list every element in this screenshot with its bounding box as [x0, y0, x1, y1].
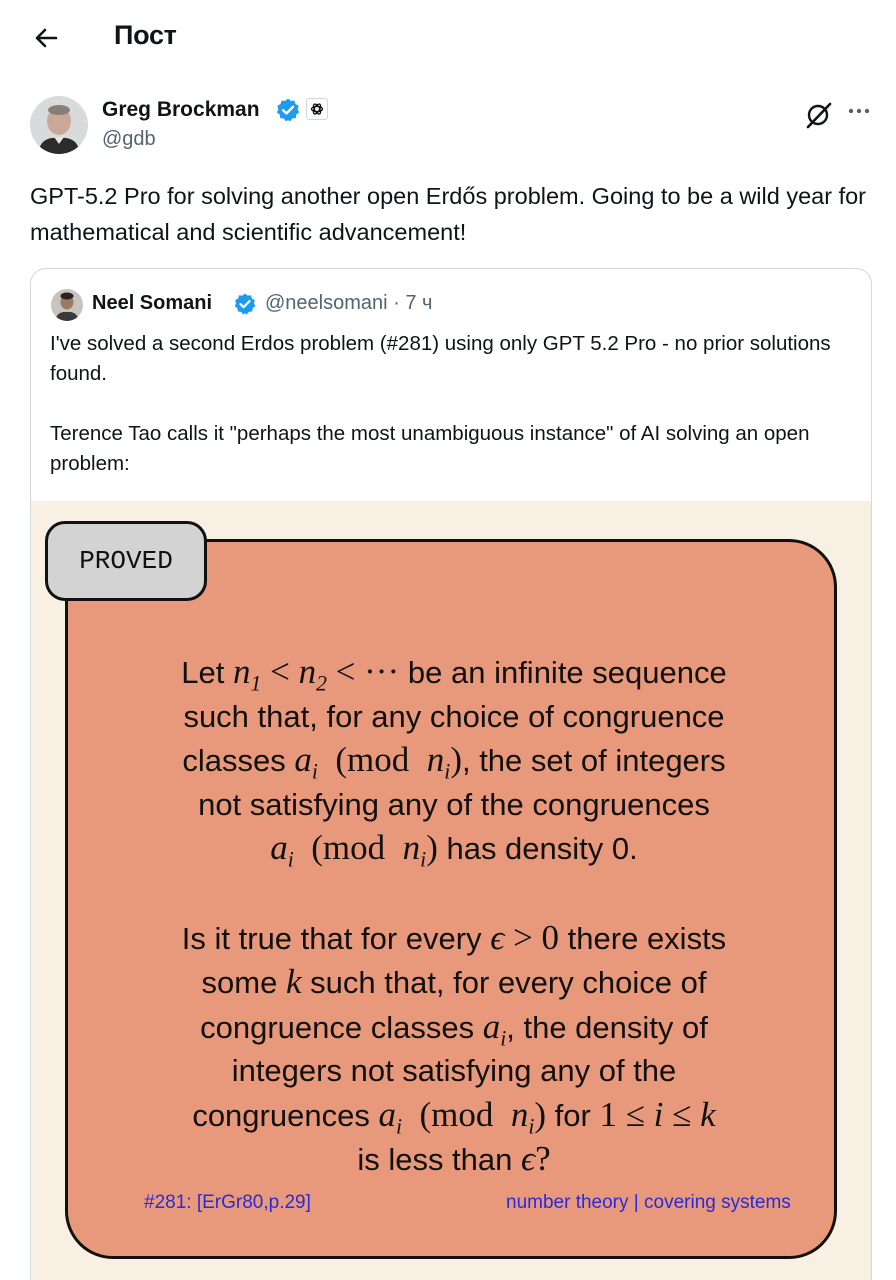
text-such: such that, for every choice of	[301, 965, 707, 1000]
text-exists: there exists	[559, 920, 727, 956]
openai-logo-icon[interactable]	[306, 98, 328, 120]
problem-card	[65, 539, 837, 1259]
quoted-post[interactable]	[30, 268, 872, 1280]
verified-badge-icon[interactable]	[233, 292, 257, 316]
text-seq: be an infinite sequence	[407, 655, 727, 690]
tag-number-theory-link[interactable]: number theory	[506, 1192, 629, 1213]
quote-author-name[interactable]: Neel Somani	[92, 292, 213, 314]
quote-text	[50, 329, 850, 479]
quote-text-paragraph: I've solved a second Erdos problem (#281) using only GPT 5.2 Pro - no prior solutions found.	[50, 332, 831, 385]
more-horizontal-icon[interactable]	[844, 96, 874, 126]
text-set: , the set of integers	[461, 743, 726, 778]
tag-covering-systems-link[interactable]: covering systems	[644, 1192, 791, 1213]
post-author-row	[30, 96, 870, 156]
page-title: Пост	[114, 20, 177, 50]
text-line4b: integers not satisfying any of the	[231, 1053, 677, 1088]
math-ai: $a_i$	[294, 740, 318, 784]
text-line2: such that, for any choice of congruence	[183, 698, 725, 734]
text-density: has density 0.	[437, 831, 638, 866]
quote-avatar[interactable]	[51, 289, 83, 321]
quote-handle[interactable]: @neelsomani	[265, 292, 388, 314]
verified-badge-icon[interactable]	[275, 97, 301, 123]
avatar-image	[30, 96, 88, 154]
text-is-true: Is it true that for every	[181, 920, 491, 956]
top-bar	[0, 0, 896, 78]
text-let: Let	[181, 655, 233, 690]
text-classes: classes	[182, 743, 295, 778]
problem-reference-link[interactable]: #281: [ErGr80,p.29]	[144, 1192, 311, 1213]
problem-paragraph-2: Is it true that for every ϵ > 0 there exists some k such that, for every choice of congruence classes $a_i$, the density of integers not satisfying any of the congruences $a_i$ (mod $n_i$) for 1 ≤ i ≤ k is less than ϵ?	[181, 917, 727, 1178]
arrow-left-icon[interactable]	[30, 22, 62, 54]
text-for: for	[546, 1097, 600, 1133]
grok-icon[interactable]	[804, 100, 834, 130]
problem-tags	[506, 1192, 791, 1214]
text-congruences: congruences	[192, 1097, 379, 1133]
math-sequence: $n_1$	[232, 652, 262, 696]
proved-tag: PROVED	[45, 521, 207, 601]
quote-author-handle	[265, 292, 432, 315]
problem-paragraph-1: Let $n_1 < n_2$ < ··· be an infinite sequence such that, for any choice of congruence classes $a_i$ (mod $n_i$), the set of integers not satisfying any of the congruences $a_i$ (mod $n_i$) has density 0.	[181, 652, 727, 872]
tag-separator: |	[628, 1192, 645, 1213]
problem-statement	[108, 650, 800, 1182]
author-name[interactable]: Greg Brockman	[102, 98, 260, 121]
quote-text-paragraph: Terence Tao calls it "perhaps the most unambiguous instance" of AI solving an open problem:	[50, 422, 810, 475]
quote-avatar-image	[51, 289, 83, 321]
text-density-of: , the density of	[506, 1009, 708, 1045]
text-cong-classes: congruence classes	[200, 1009, 483, 1045]
author-handle[interactable]: @gdb	[102, 128, 156, 150]
text-line4: not satisfying any of the congruences	[198, 786, 710, 822]
text-some: some	[201, 965, 286, 1000]
quote-time: · 7 ч	[387, 292, 433, 314]
avatar[interactable]	[30, 96, 88, 154]
quote-media-image[interactable]	[31, 501, 872, 1280]
post-text: GPT-5.2 Pro for solving another open Erdős problem. Going to be a wild year for mathematical and scientific advancement!	[30, 183, 866, 245]
math-ai: $a_i$	[270, 828, 294, 872]
text-less: is less than	[357, 1142, 522, 1177]
